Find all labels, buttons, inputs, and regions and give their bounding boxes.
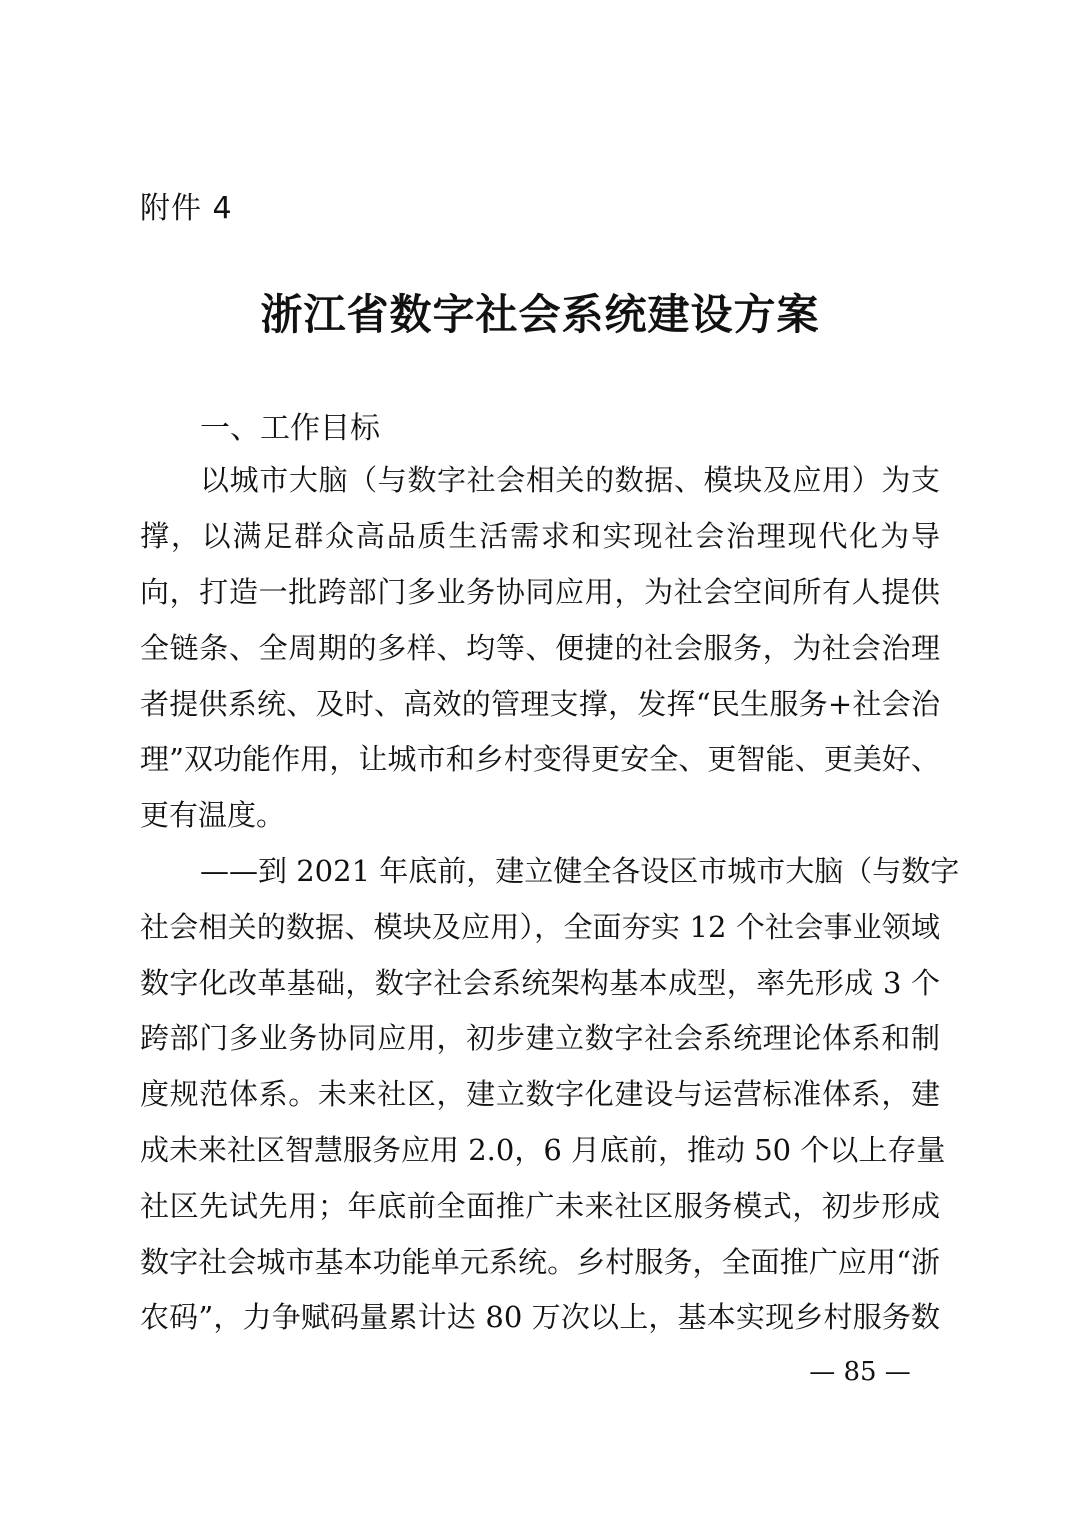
page-number: — 85 — — [809, 1357, 911, 1387]
paragraph-line: 农码”，力争赋码量累计达 80 万次以上，基本实现乡村服务数 — [140, 1300, 940, 1334]
paragraph-line: 向，打造一批跨部门多业务协同应用，为社会空间所有人提供 — [140, 575, 940, 609]
paragraph-line: 更有温度。 — [140, 798, 286, 832]
paragraph-line: 数字社会城市基本功能单元系统。乡村服务，全面推广应用“浙 — [140, 1245, 940, 1279]
paragraph-line: 度规范体系。未来社区，建立数字化建设与运营标准体系，建 — [140, 1077, 940, 1111]
paragraph-line: 数字化改革基础，数字社会系统架构基本成型，率先形成 3 个 — [140, 966, 940, 1000]
paragraph-line: 全链条、全周期的多样、均等、便捷的社会服务，为社会治理 — [140, 631, 940, 665]
paragraph-line: 理”双功能作用，让城市和乡村变得更安全、更智能、更美好、 — [140, 742, 940, 776]
paragraph-line: 以城市大脑（与数字社会相关的数据、模块及应用）为支 — [200, 463, 940, 497]
paragraph-line: 撑，以满足群众高品质生活需求和实现社会治理现代化为导 — [140, 519, 940, 553]
paragraph-line: 社会相关的数据、模块及应用），全面夯实 12 个社会事业领域 — [140, 910, 940, 944]
document-title: 浙江省数字社会系统建设方案 — [260, 290, 820, 339]
section-heading: 一、工作目标 — [200, 411, 380, 446]
paragraph-line: 成未来社区智慧服务应用 2.0，6 月底前，推动 50 个以上存量 — [140, 1133, 946, 1167]
paragraph-line: ——到 2021 年底前，建立健全各设区市城市大脑（与数字 — [200, 854, 960, 888]
attachment-label: 附件 4 — [140, 191, 233, 226]
paragraph-line: 社区先试先用；年底前全面推广未来社区服务模式，初步形成 — [140, 1189, 940, 1223]
page-number-container — [0, 1357, 1080, 1387]
paragraph-line: 者提供系统、及时、高效的管理支撑，发挥“民生服务+社会治 — [140, 687, 940, 721]
paragraph-line: 跨部门多业务协同应用，初步建立数字社会系统理论体系和制 — [140, 1021, 940, 1055]
